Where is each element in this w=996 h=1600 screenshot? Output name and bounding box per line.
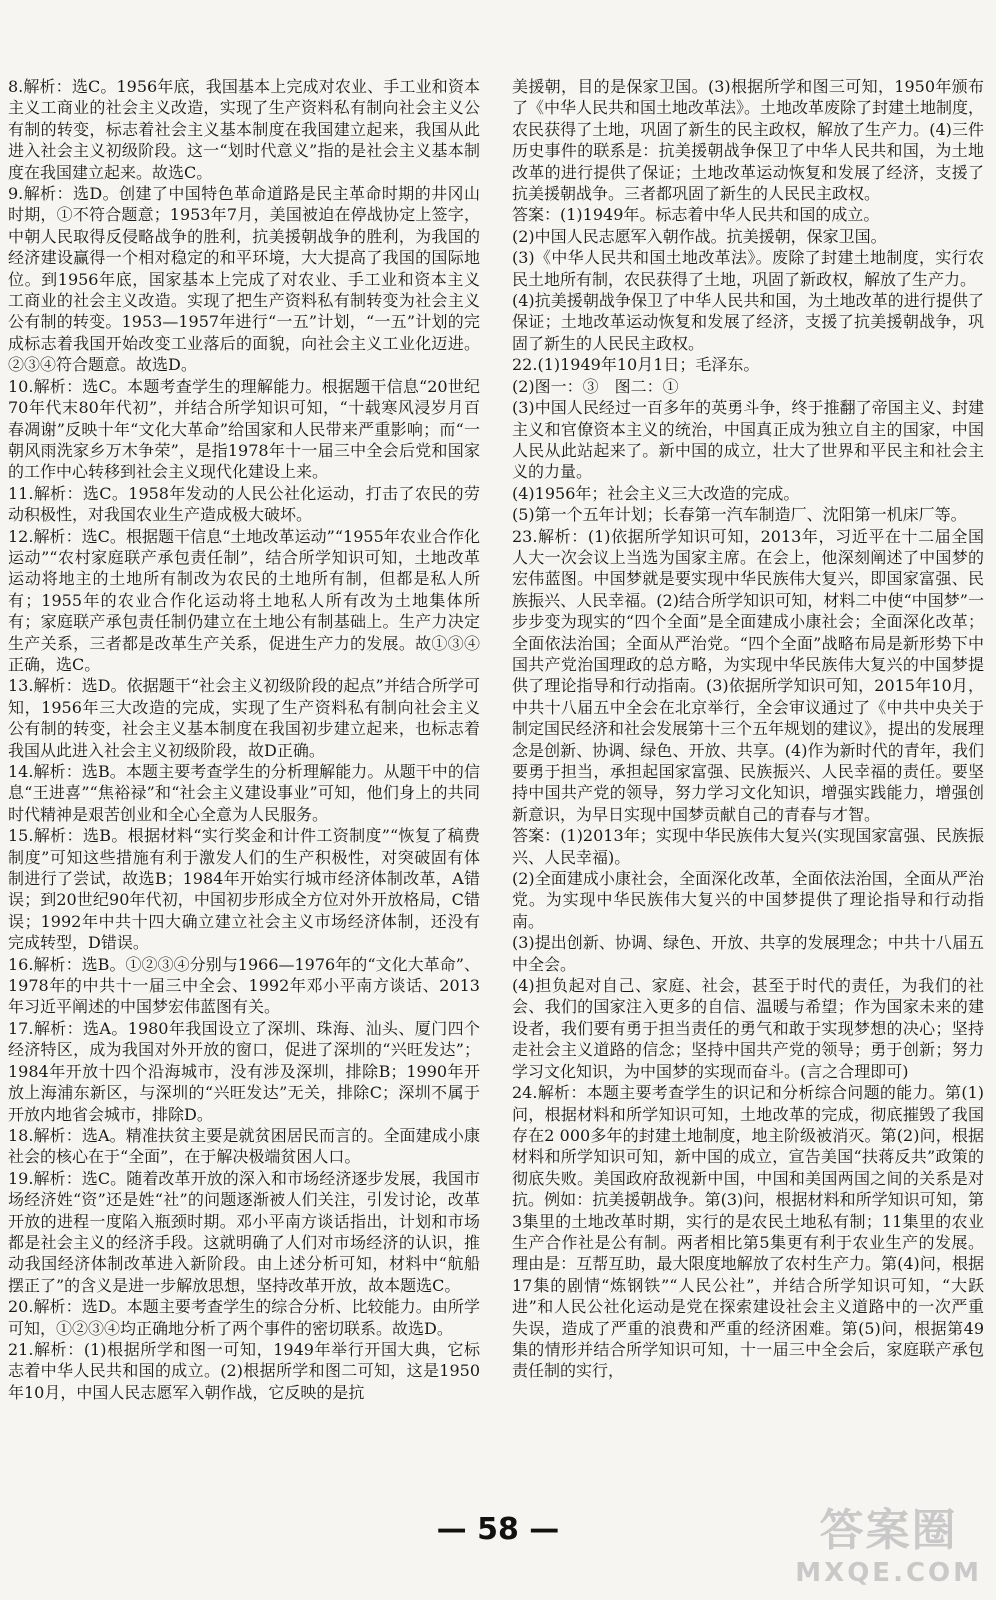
answer-paragraph: (5)第一个五年计划；长春第一汽车制造厂、沈阳第一机床厂等。	[512, 505, 967, 525]
answer-paragraph: 17.解析：选A。1980年我国设立了深圳、珠海、汕头、厦门四个经济特区，成为我国对外开放的窗口，促进了深圳的“兴旺发达”；1984年开放十四个沿海城市，没有涉及深圳，排除B；1990年开放上海浦东新区，与深圳的“兴旺发达”无关，排除C；深圳不属于开放内地省会城市，排除D。	[8, 1018, 480, 1124]
answer-paragraph: 18.解析：选A。精准扶贫主要是就贫困居民而言的。全面建成小康社会的核心在于“全面”，在于解决极端贫困人口。	[8, 1125, 480, 1167]
answer-paragraph: (2)全面建成小康社会，全面深化改革，全面依法治国，全面从严治党。为实现中华民族伟大复兴的中国梦提供了理论指导和行动指南。	[512, 869, 984, 931]
watermark-url: MXQE.COM	[795, 1558, 982, 1588]
answer-paragraph: 20.解析：选D。本题主要考查学生的综合分析、比较能力。由所学可知，①②③④均正确地分析了两个事件的密切联系。故选D。	[8, 1297, 480, 1338]
answer-paragraph: 8.解析：选C。1956年底，我国基本上完成对农业、手工业和资本主义工商业的社会主义改造，实现了生产资料私有制向社会主义公有制的转变，标志着社会主义基本制度在我国建立起来，我国从此进入社会主义初级阶段。这一“划时代意义”指的是社会主义基本制度在我国建立起来。故选C。	[8, 77, 480, 182]
answer-paragraph: 9.解析：选D。创建了中国特色革命道路是民主革命时期的井冈山时期，①不符合题意；1953年7月，美国被迫在停战协定上签字，中朝人民取得反侵略战争的胜利，抗美援朝战争的胜利，为我国的经济建设赢得一个相对稳定的和平环境，大大提高了我国的国际地位。到1956年底，国家基本上完成了对农业、手工业和资本主义工商业的社会主义改造。实现了把生产资料私有制转变为社会主义公有制的转变。1953—1957年进行“一五”计划，“一五”计划的完成标志着我国开始改变工业落后的面貌，向社会主义工业化迈进。②③④符合题意。故选D。	[8, 184, 480, 375]
answer-paragraph: 16.解析：选B。①②③④分别与1966—1976年的“文化大革命”、1978年的中共十一届三中全会、1992年邓小平南方谈话、2013年习近平阐述的中国梦宏伟蓝图有关。	[8, 954, 480, 1017]
answer-paragraph: 答案：(1)2013年；实现中华民族伟大复兴(实现国家富强、民族振兴、人民幸福)。	[512, 826, 984, 867]
answer-paragraph: (2)中国人民志愿军入朝作战。抗美援朝，保家卫国。	[512, 226, 887, 246]
answer-paragraph: 15.解析：选B。根据材料“实行奖金和计件工资制度”“恢复了稿费制度”可知这些措施有利于激发人们的生产积极性，对突破固有体制进行了尝试，故选B；1984年开始实行城市经济体制改革，A错误；到20世纪90年代初，中国初步形成全方位对外开放格局，C错误；1992年中共十四大确立建立社会主义市场经济体制，还没有完成转型，D错误。	[8, 826, 480, 953]
answer-paragraph: (4)担负起对自己、家庭、社会，甚至于时代的责任，为我们的社会、我们的国家注入更多的自信、温暖与希望；作为国家未来的建设者，我们要有勇于担当责任的勇气和敢于实现梦想的决心；坚持走社会主义道路的信念；坚持中国共产党的领导；勇于创新；努力学习文化知识，为中国梦的实现而奋斗。(言之合理即可)	[512, 976, 984, 1081]
answer-paragraph: (2)图一：③ 图二：①	[512, 376, 679, 396]
answer-paragraph: 13.解析：选D。依据题干“社会主义初级阶段的起点”并结合所学可知，1956年三大改造的完成，实现了生产资料私有制向社会主义公有制的转变，社会主义基本制度在我国初步建立起来，也标志着我国从此进入社会主义初级阶段，故D正确。	[8, 676, 480, 760]
answer-paragraph: 21.解析：(1)根据所学和图一可知，1949年举行开国大典，它标志着中华人民共和国的成立。(2)根据所学和图二可知，这是1950年10月，中国人民志愿军入朝作战，它反映的是抗	[8, 1339, 480, 1402]
answer-paragraph: (3)提出创新、协调、绿色、开放、共享的发展理念；中共十八届五中全会。	[512, 933, 984, 974]
answer-paragraph: 美援朝，目的是保家卫国。(3)根据所学和图三可知，1950年颁布了《中华人民共和国土地改革法》。土地改革废除了封建土地制度，农民获得了土地，巩固了新生的民主政权，解放了生产力。(4)三件历史事件的联系是：抗美援朝战争保卫了中华人民共和国，为土地改革的进行提供了保证；土地改革运动恢复和发展了经济，支援了抗美援朝战争。三者都巩固了新生的人民民主政权。	[512, 77, 985, 204]
answer-paragraph: 10.解析：选C。本题考查学生的理解能力。根据题干信息“20世纪70年代末80年代初”，并结合所学知识可知，“十载寒风浸岁月百春凋谢”反映十年“文化大革命”给国家和人民带来严重影响；而“一朝风雨洗家乡万木争荣”，是指1978年十一届三中全会后党和国家的工作中心转移到社会主义现代化建设上来。	[8, 376, 480, 482]
answer-paragraph: 22.(1)1949年10月1日；毛泽东。	[512, 355, 760, 375]
answer-paragraph: (3)《中华人民共和国土地改革法》。废除了封建土地制度，实行农民土地所有制，农民获得了土地，巩固了新政权，解放了生产力。	[512, 248, 984, 289]
answer-paragraph: (4)1956年；社会主义三大改造的完成。	[512, 483, 800, 503]
right-column	[512, 76, 984, 1382]
watermark-logo	[795, 1494, 982, 1588]
page-number: — 58 —	[436, 1512, 560, 1547]
answer-paragraph: (3)中国人民经过一百多年的英勇斗争，终于推翻了帝国主义、封建主义和官僚资本主义的统治，中国真正成为独立自主的国家，中国人民从此站起来了。新中国的成立，壮大了世界和平民主和社会主义的力量。	[512, 398, 984, 482]
answer-paragraph: 答案：(1)1949年。标志着中华人民共和国的成立。	[512, 205, 880, 225]
answer-paragraph: (4)抗美援朝战争保卫了中华人民共和国，为土地改革的进行提供了保证；土地改革运动恢复和发展了经济，支援了抗美援朝战争，巩固了新生的人民民主政权。	[512, 291, 984, 353]
answer-paragraph: 12.解析：选C。根据题干信息“土地改革运动”“1955年农业合作化运动”“农村家庭联产承包责任制”，结合所学知识可知，土地改革运动将地主的土地所有制改为农民的土地所有制，但都是私人所有；1955年的农业合作化运动将土地私人所有改为土地集体所有；家庭联产承包责任制仍建立在土地公有制基础上。生产力决定生产关系，三者都是改革生产关系，促进生产力的发展。故①③④正确，选C。	[8, 526, 480, 674]
answer-paragraph: 14.解析：选B。本题主要考查学生的分析理解能力。从题干中的信息“王进喜”“焦裕禄”和“社会主义建设事业”可知，他们身上的共同时代精神是艰苦创业和全心全意为人民服务。	[8, 762, 480, 824]
answer-paragraph: 23.解析：(1)依据所学知识可知，2013年，习近平在十二届全国人大一次会议上当选为国家主席。在会上，他深刻阐述了中国梦的宏伟蓝图。中国梦就是要实现中华民族伟大复兴，即国家富强、民族振兴、人民幸福。(2)结合所学知识可知，材料二中使“中国梦”一步步变为现实的“四个全面”是全面建成小康社会；全面深化改革；全面依法治国；全面从严治党。“四个全面”战略布局是新形势下中国共产党治国理政的总方略，为实现中华民族伟大复兴的中国梦提供了理论指导和行动指南。(3)依据所学知识可知，2015年10月，中共十八届五中全会在北京举行，全会审议通过了《中共中央关于制定国民经济和社会发展第十三个五年规划的建议》，提出的发展理念是创新、协调、绿色、开放、共享。(4)作为新时代的青年，我们要勇于担当，承担起国家富强、民族振兴、人民幸福的责任。要坚持中国共产党的领导，努力学习文化知识，增强实践能力，增强创新意识，为早日实现中国梦贡献自己的青春与才智。	[512, 526, 985, 824]
watermark-title: 答案圈	[819, 1505, 958, 1556]
answer-paragraph: 19.解析：选C。随着改革开放的深入和市场经济逐步发展，我国市场经济姓“资”还是姓“社”的问题逐渐被人们关注，引发讨论，改革开放的进程一度陷入瓶颈时期。邓小平南方谈话指出，计划和市场都是社会主义的经济手段。这就明确了人们对市场经济的认识，推动我国经济体制改革进入新阶段。由上述分析可知，材料中“航船摆正了”的含义是进一步解放思想，坚持改革开放，故本题选C。	[8, 1168, 480, 1295]
left-column	[8, 76, 480, 1403]
answer-paragraph: 24.解析：本题主要考查学生的识记和分析综合问题的能力。第(1)问，根据材料和所学知识可知，土地改革的完成，彻底摧毁了我国存在2 000多年的封建土地制度，地主阶级被消灭。第(2)问，根据材料和所学知识可知，新中国的成立，宣告美国“扶蒋反共”政策的彻底失败。美国政府敌视新中国，中国和美国两国之间的关系是对抗。例如：抗美援朝战争。第(3)问，根据材料和所学知识可知，第3集里的土地改革时期，实行的是农民土地私有制；11集里的农业生产合作社是公有制。两者相比第5集更有利于农业生产的发展。理由是：互帮互助，最大限度地解放了农村生产力。第(4)问，根据17集的剧情“炼钢铁”“人民公社”，并结合所学知识可知，“大跃进”和人民公社化运动是党在探索建设社会主义道路中的一次严重失误，造成了严重的浪费和严重的经济困难。第(5)问，根据第49集的情形并结合所学知识可知，十一届三中全会后，家庭联产承包责任制的实行，	[512, 1083, 984, 1381]
answer-paragraph: 11.解析：选C。1958年发动的人民公社化运动，打击了农民的劳动积极性，对我国农业生产造成极大破坏。	[8, 483, 480, 525]
